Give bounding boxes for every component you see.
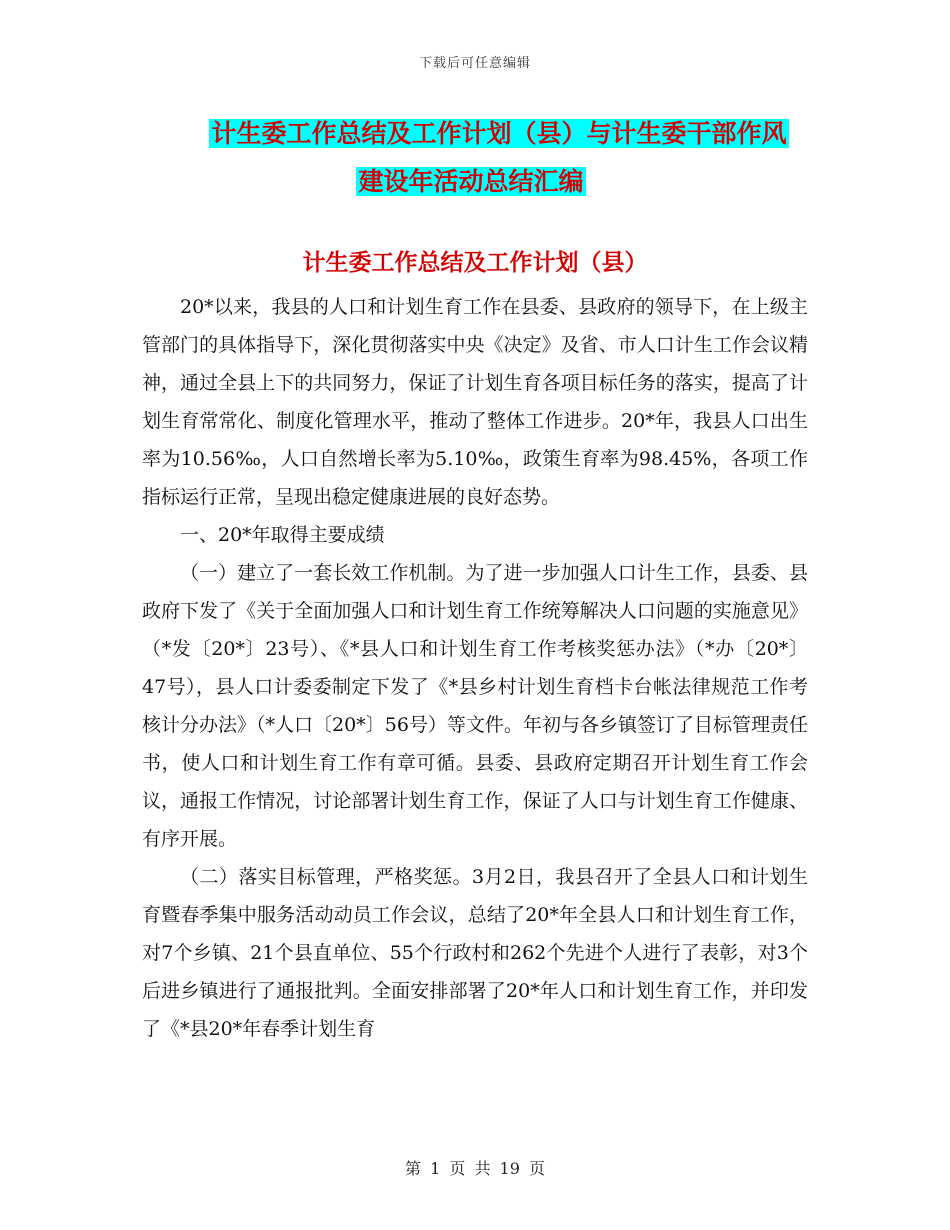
page-header-note: 下载后可任意编辑 (418, 56, 531, 71)
document-title-line-1 (0, 110, 950, 158)
paragraph-target-management: （二）落实目标管理，严格奖惩。3月2日，我县召开了全县人口和计划生育暨春季集中服务活动动员工作会议，总结了20*年全县人口和计划生育工作，对7个乡镇、21个县直单位、55个行政村和262个先进个人进行了表彰，对3个后进乡镇进行了通报批判。全面安排部署了20*年人口和计划生育工作，并印发了《*县20*年春季计划生育 (142, 866, 808, 1040)
paragraph-heading-achievements: 一、20*年取得主要成绩 (180, 524, 385, 546)
paragraph-intro: 20*以来，我县的人口和计划生育工作在县委、县政府的领导下，在上级主管部门的具体指导下，深化贯彻落实中央《决定》及省、市人口计生工作会议精神，通过全县上下的共同努力，保证了计划生育各项目标任务的落实，提高了计划生育常常化、制度化管理水平，推动了整体工作进步。20*年，我县人口出生率为10.56‰，人口自然增长率为5.10‰，政策生育率为98.45%，各项工作指标运行正常，呈现出稳定健康进展的良好态势。 (142, 296, 808, 508)
title-highlight-1: 计生委工作总结及工作计划（县）与计生委干部作风 (211, 119, 787, 148)
title-highlight-2: 建设年活动总结汇编 (358, 167, 584, 196)
document-body (142, 288, 808, 1048)
paragraph-mechanism: （一）建立了一套长效工作机制。为了进一步加强人口计生工作，县委、县政府下发了《关于全面加强人口和计划生育工作统筹解决人口问题的实施意见》（*发〔20*〕23号）、《*县人口和计划生育工作考核奖惩办法》（*办〔20*〕47号），县人口计委委制定下发了《*县乡村计划生育档卡台帐法律规范工作考核计分办法》（*人口〔20*〕56号）等文件。年初与各乡镇签订了目标管理责任书，使人口和计划生育工作有章可循。县委、县政府定期召开计划生育工作会议，通报工作情况，讨论部署计划生育工作，保证了人口与计划生育工作健康、有序开展。 (142, 562, 808, 850)
section-title: 计生委工作总结及工作计划（县） (302, 250, 648, 276)
document-title-line-2 (0, 158, 950, 206)
document-title (0, 110, 950, 206)
page-footer-number: 第 1 页 共 19 页 (405, 1159, 545, 1178)
